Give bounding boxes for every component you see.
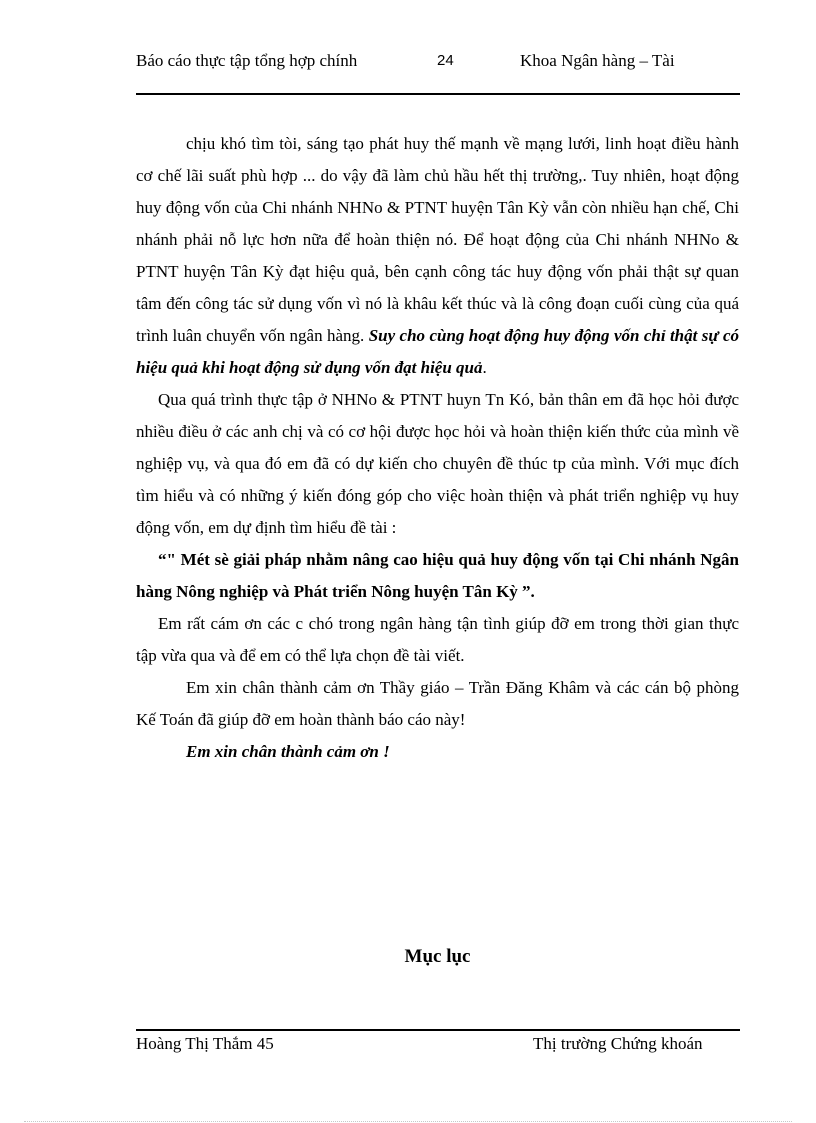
document-body — [136, 128, 739, 768]
paragraph-1 — [136, 128, 739, 384]
page-bottom-border — [24, 1121, 792, 1122]
topic-title: “" Mét sè giải pháp nhằm nâng cao hiệu quả huy động vốn tại Chi nhánh Ngân hàng Nông nghiệp và Phát triển Nông huyện Tân Kỳ ”. — [136, 550, 739, 601]
paragraph-1-text: chịu khó tìm tòi, sáng tạo phát huy thế mạnh về mạng lưới, linh hoạt điều hành cơ chế lãi suất phù hợp ... do vậy đã làm chủ hầu hết thị trường,. Tuy nhiên, hoạt động huy động vốn của Chi nhánh NHNo & PTNT huyện Tân Kỳ vẫn còn nhiều hạn chế, Chi nhánh phải nỗ lực hơn nữa để hoàn thiện nó. Để hoạt động của Chi nhánh NHNo & PTNT huyện Tân Kỳ đạt hiệu quả, bên cạnh công tác huy động vốn phải thật sự quan tâm đến công tác sử dụng vốn vì nó là khâu kết thúc và là công đoạn cuối cùng của quá trình luân chuyển vốn ngân hàng. — [136, 134, 739, 345]
table-of-contents-heading: Mục lục — [404, 946, 471, 967]
paragraph-thanks-bank: Em rất cám ơn các c chó trong ngân hàng tận tình giúp đỡ em trong thời gian thực tập vừa qua và để em có thể lựa chọn đề tài viết. — [136, 614, 739, 665]
paragraph-1-end: . — [482, 358, 487, 377]
paragraph-thanks-teacher: Em xin chân thành cảm ơn Thầy giáo – Trần Đăng Khâm và các cán bộ phòng Kế Toán đã giúp đỡ em hoàn thành báo cáo này! — [136, 678, 739, 729]
footer-author: Hoàng Thị Thắm 45 — [136, 1034, 274, 1053]
footer-subject: Thị trường Chứng khoán — [533, 1034, 703, 1053]
header-faculty: Khoa Ngân hàng – Tài — [520, 51, 675, 70]
closing-thanks: Em xin chân thành cảm ơn ! — [186, 742, 390, 761]
header-page-number: 24 — [437, 52, 454, 69]
paragraph-2: Qua quá trình thực tập ở NHNo & PTNT huyn Tn Kó, bản thân em đã học hỏi được nhiều điều ở các anh chị và có cơ hội được học hỏi và hoàn thiện kiến thức của mình về nghiệp vụ, và qua đó em đã có dự kiến cho chuyên đề thúc tp của mình. Với mục đích tìm hiểu và có những ý kiến đóng góp cho việc hoàn thiện và phát triển nghiệp vụ huy động vốn, em dự định tìm hiểu đề tài : — [136, 390, 739, 537]
footer-divider — [136, 1029, 740, 1031]
header-divider — [136, 93, 740, 95]
paragraph-1-emphasis: Suy cho cùng hoạt động huy động vốn chỉ thật sự có hiệu quả khi hoạt động sử dụng vốn đạt hiệu quả — [136, 326, 740, 377]
header-report-title: Báo cáo thực tập tổng hợp chính — [136, 51, 358, 70]
